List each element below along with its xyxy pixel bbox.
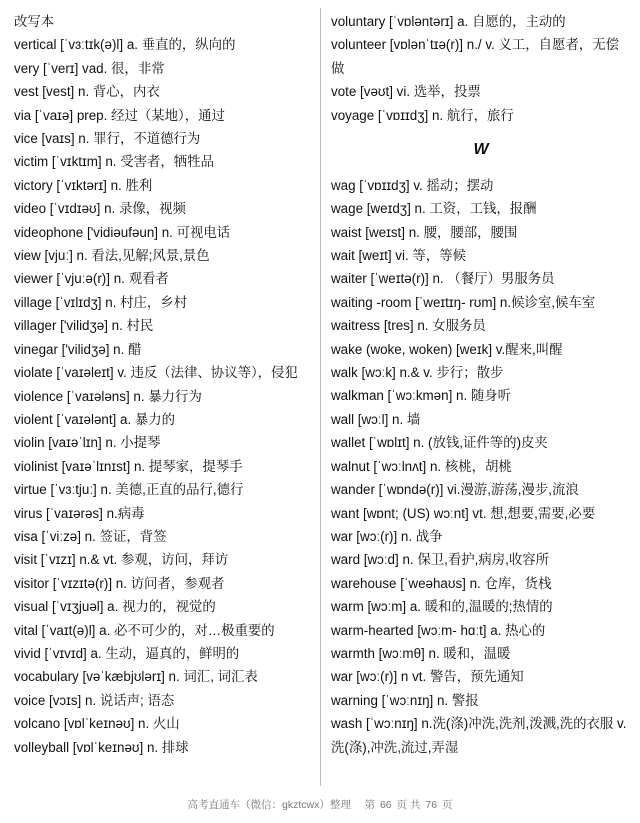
vocab-entry: vocabulary [vəˈkæbjʊlərɪ] n. 词汇, 词汇表 (14, 669, 258, 685)
vocab-entry: vote [vəʊt] vi. 选举，投票 (331, 84, 481, 100)
vocab-entry: waiting -room [ˈweɪtɪŋ- rʊm] n.候诊室,候车室 (331, 294, 596, 310)
vocab-entry: victory [ˈvɪktərɪ] n. 胜利 (14, 177, 153, 193)
vocab-entry: victim [ˈvɪktɪm] n. 受害者，牺牲品 (14, 154, 214, 170)
vocab-entry: wake (woke, woken) [weɪk] v.醒来,叫醒 (331, 341, 563, 357)
footer-page-middle: 页 共 (396, 799, 421, 811)
right-column (331, 10, 631, 759)
vocab-entry: walk [wɔːk] n.& v. 步行；散步 (331, 365, 504, 381)
vocab-entry: warm-hearted [wɔːm- hɑːt] a. 热心的 (331, 622, 546, 638)
vocab-entry: virus [ˈvaɪərəs] n.病毒 (14, 505, 145, 521)
vocab-entry: war [wɔː(r)] n vt. 警告，预先通知 (331, 669, 524, 685)
vocab-entry: vital [ˈvaɪt(ə)l] a. 必不可少的，对…极重要的 (14, 622, 275, 638)
vocab-entry: volcano [vɒlˈkeɪnəʊ] n. 火山 (14, 716, 180, 732)
vocab-entry: via [ˈvaɪə] prep. 经过（某地），通过 (14, 107, 225, 123)
vocab-entry: 改写本 (14, 14, 55, 29)
vocab-entry: violent [ˈvaɪələnt] a. 暴力的 (14, 411, 176, 427)
right-column-bottom-entries (331, 174, 631, 759)
vocab-entry: wash [ˈwɔːnɪŋ] n.洗(涤)冲洗,洗剂,泼溅,洗的衣服 v.洗(涤),冲洗,流过,弄湿 (331, 716, 627, 755)
vocab-entry: vest [vest] n. 背心，内衣 (14, 84, 160, 100)
vocab-entry: violin [vaɪəˈlɪn] n. 小提琴 (14, 435, 161, 451)
vocab-entry: voyage [ˈvɒɪɪdʒ] n. 航行，旅行 (331, 107, 514, 123)
vocab-entry: waist [weɪst] n. 腰，腰部，腰围 (331, 224, 518, 240)
vocab-entry: want [wɒnt; (US) wɔːnt] vt. 想,想要,需要,必要 (331, 505, 596, 521)
vocab-entry: vivid [ˈvɪvɪd] a. 生动，逼真的，鲜明的 (14, 645, 240, 661)
footer-page-number: 66 (379, 799, 392, 811)
vocab-entry: walkman [ˈwɔːkmən] n. 随身听 (331, 388, 512, 404)
vocab-entry: warmth [wɔːmθ] n. 暖和，温暖 (331, 645, 511, 661)
vocab-entry: warning [ˈwɔːnɪŋ] n. 警报 (331, 692, 479, 708)
vocab-entry: virtue [ˈvɜːtjuː] n. 美德,正直的品行,德行 (14, 482, 244, 498)
vocab-entry: very [ˈverɪ] vad. 很，非常 (14, 60, 165, 76)
footer-page-suffix: 页 (442, 799, 453, 811)
vocab-entry: waiter [ˈweɪtə(r)] n. （餐厅）男服务员 (331, 271, 555, 287)
section-letter-w: W (473, 141, 489, 159)
vocab-entry: ward [wɔːd] n. 保卫,看护,病房,收容所 (331, 552, 550, 568)
vocab-entry: voluntary [ˈvɒləntərɪ] a. 自愿的，主动的 (331, 14, 566, 29)
vocab-entry: volleyball [vɒlˈkeɪnəʊ] n. 排球 (14, 739, 189, 755)
vocab-entry: vertical [ˈvɜːtɪk(ə)l] a. 垂直的，纵向的 (14, 37, 236, 53)
vocab-entry: viewer [ˈvjuːə(r)] n. 观看者 (14, 271, 169, 287)
vocab-entry: wander [ˈwɒndə(r)] vi.漫游,游荡,漫步,流浪 (331, 482, 579, 498)
vocab-entry: war [wɔː(r)] n. 战争 (331, 528, 443, 544)
footer-total-pages: 76 (425, 799, 438, 811)
left-column (14, 10, 310, 759)
vocab-entry: vice [vaɪs] n. 罪行，不道德行为 (14, 131, 201, 147)
vocab-entry: wag [ˈvɒɪɪdʒ] v. 摇动；摆动 (331, 177, 494, 193)
vocab-entry: violence [ˈvaɪələns] n. 暴力行为 (14, 388, 202, 404)
vocab-entry: visa [ˈviːzə] n. 签证，背签 (14, 528, 167, 544)
column-divider (320, 8, 321, 786)
vocab-entry: video [ˈvɪdɪəʊ] n. 录像，视频 (14, 201, 186, 217)
vocab-entry: volunteer [vɒlənˈtɪə(r)] n./ v. 义工，自愿者，无偿做 (331, 37, 620, 76)
vocab-entry: visit [ˈvɪzɪ] n.& vt. 参观，访问，拜访 (14, 552, 229, 568)
vocab-entry: warm [wɔːm] a. 暖和的,温暖的;热情的 (331, 599, 553, 615)
page-footer (0, 797, 640, 812)
right-column-top-entries (331, 10, 631, 127)
footer-page-prefix: 第 (364, 799, 376, 811)
vocab-entry: videophone ['vidiəufəun] n. 可视电话 (14, 224, 231, 240)
vocab-entry: visitor [ˈvɪzɪtə(r)] n. 访问者，参观者 (14, 575, 225, 591)
footer-source: 高考直通车（微信：gkztcwx）整理 (187, 799, 351, 811)
vocab-entry: warehouse [ˈweəhaʊs] n. 仓库，货栈 (331, 575, 552, 591)
vocab-entry: visual [ˈvɪʒjuəl] a. 视力的，视觉的 (14, 599, 216, 615)
vocab-entry: wage [weɪdʒ] n. 工资，工钱，报酬 (331, 201, 537, 217)
vocab-entry: violate [ˈvaɪəleɪt] v. 违反（法律、协议等），侵犯 (14, 365, 298, 381)
vocab-entry: walnut [ˈwɔːlnʌt] n. 核桃，胡桃 (331, 458, 512, 474)
vocab-entry: village [ˈvɪlɪdʒ] n. 村庄，乡村 (14, 294, 188, 310)
vocab-entry: vinegar ['vilidʒə] n. 醋 (14, 341, 142, 357)
vocab-entry: wait [weɪt] vi. 等，等候 (331, 248, 466, 264)
vocab-entry: villager ['vilidʒə] n. 村民 (14, 318, 154, 334)
vocab-entry: waitress [tres] n. 女服务员 (331, 318, 486, 334)
vocab-entry: voice [vɔɪs] n. 说话声; 语态 (14, 692, 175, 708)
vocab-entry: view [vjuː] n. 看法,见解;风景,景色 (14, 248, 210, 264)
vocab-entry: wallet [ˈwɒlɪt] n. (放钱,证件等的)皮夹 (331, 435, 548, 451)
vocab-entry: wall [wɔːl] n. 墙 (331, 411, 421, 427)
vocab-entry: violinist [vaɪəˈlɪnɪst] n. 提琴家，提琴手 (14, 458, 243, 474)
